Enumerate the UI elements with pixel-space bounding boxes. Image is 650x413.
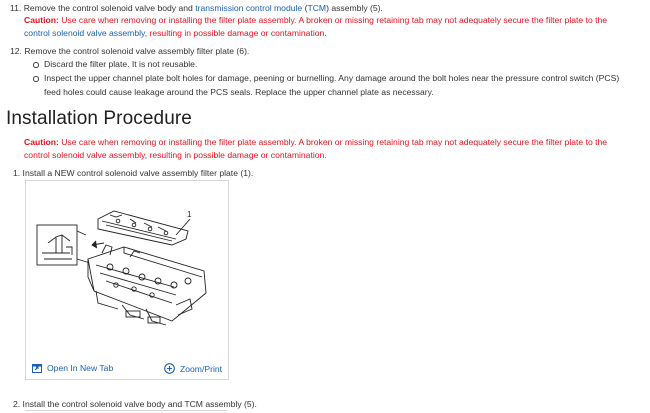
list-item: Discard the filter plate. It is not reusable.: [44, 59, 198, 69]
install-step-2: 2. Install the control solenoid valve body and TCM assembly (5).: [13, 399, 257, 409]
bullet-icon: [33, 62, 39, 68]
caution-text: Use care when removing or installing the filter plate assembly. A broken or missing retaining tab may not adequately secure the filter plate to the: [58, 15, 608, 25]
step-number: 11.: [10, 3, 22, 13]
next-figure-edge: [0, 409, 650, 413]
figure-callout: 1: [187, 210, 192, 219]
install-step-1: 1. Install a NEW control solenoid valve assembly filter plate (1).: [13, 168, 254, 178]
caution-label: Caution:: [24, 137, 59, 147]
caution-block-2-line1: [24, 136, 607, 148]
caution-block-1-line1: [24, 14, 607, 26]
open-in-new-tab-label: Open In New Tab: [47, 363, 114, 373]
list-item-continued: feed holes could cause leakage around the PCS seals. Replace the upper channel plate as necessary.: [44, 87, 434, 97]
open-new-tab-icon: [32, 364, 42, 373]
step-number: 12.: [10, 46, 22, 56]
tcm-link[interactable]: transmission control module: [195, 3, 303, 13]
zoom-print-button[interactable]: [164, 363, 222, 374]
control-solenoid-valve-link[interactable]: control solenoid valve assembly: [24, 28, 145, 38]
open-in-new-tab-button[interactable]: [32, 363, 113, 373]
filter-plate-illustration[interactable]: [26, 181, 228, 363]
caution-label: Caution:: [24, 15, 59, 25]
caution-text: , resulting in possible damage or contamination.: [144, 28, 327, 38]
caution-text: Use care when removing or installing the filter plate assembly. A broken or missing retaining tab may not adequately secure the filter plate to the: [58, 137, 608, 147]
step-12-text: [10, 45, 249, 57]
zoom-print-label: Zoom/Print: [180, 363, 223, 374]
figure-actions: [26, 363, 228, 377]
step-11-part: ) assembly (5).: [326, 3, 383, 13]
caution-block-2-line2: control solenoid valve assembly, resulting in possible damage or contamination.: [24, 150, 327, 160]
caution-block-1-line2: [24, 27, 327, 39]
step-12-label: Remove the control solenoid valve assembly filter plate (6).: [24, 46, 250, 56]
list-item: Inspect the upper channel plate bolt holes for damage, peening or burnelling. Any damage around the bolt holes near the pressure control switch (PCS): [44, 73, 620, 83]
step-11-text: [10, 2, 383, 14]
bullet-icon: [33, 76, 39, 82]
figure-panel: [25, 180, 229, 380]
step-11-part: (: [302, 3, 308, 13]
tcm-abbr-link[interactable]: TCM: [307, 3, 327, 13]
section-heading: Installation Procedure: [6, 108, 192, 129]
zoom-plus-icon: [164, 363, 175, 374]
step-11-part: Remove the control solenoid valve body and: [23, 3, 196, 13]
